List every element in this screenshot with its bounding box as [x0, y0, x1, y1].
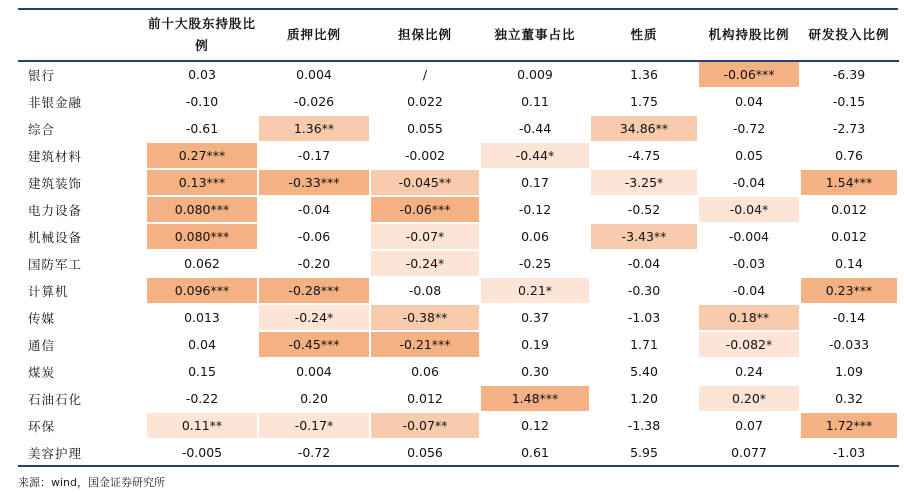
table-cell: -0.002: [370, 142, 480, 169]
table-cell: 0.062: [146, 250, 258, 277]
table-cell: -0.44*: [480, 142, 590, 169]
table-cell: 0.76: [800, 142, 898, 169]
table-cell: -0.004: [698, 223, 800, 250]
table-row: [18, 223, 898, 250]
row-label: 非银金融: [18, 88, 146, 115]
table-cell: 0.61: [480, 439, 590, 466]
table-cell: 0.19: [480, 331, 590, 358]
table-cell: -0.04: [258, 196, 370, 223]
table-cell: -2.73: [800, 115, 898, 142]
table-cell: -0.45***: [258, 331, 370, 358]
regression-table: [18, 8, 899, 467]
table-cell: 1.36: [590, 61, 698, 88]
table-cell: 34.86**: [590, 115, 698, 142]
table-cell: 0.07: [698, 412, 800, 439]
table-cell: -1.38: [590, 412, 698, 439]
table-cell: -0.33***: [258, 169, 370, 196]
header-cell-independent-director-ratio: 独立董事占比: [480, 9, 590, 61]
table-cell: 5.95: [590, 439, 698, 466]
table-cell: -0.28***: [258, 277, 370, 304]
table-cell: 1.72***: [800, 412, 898, 439]
table-cell: 0.20*: [698, 385, 800, 412]
table-cell: 0.30: [480, 358, 590, 385]
table-cell: -0.24*: [258, 304, 370, 331]
table-cell: 0.11**: [146, 412, 258, 439]
table-cell: 5.40: [590, 358, 698, 385]
table-cell: -0.21***: [370, 331, 480, 358]
table-cell: -0.045**: [370, 169, 480, 196]
table-cell: 0.37: [480, 304, 590, 331]
header-row: [18, 9, 898, 61]
table-cell: -1.03: [590, 304, 698, 331]
table-cell: 1.20: [590, 385, 698, 412]
table-cell: -0.082*: [698, 331, 800, 358]
row-label: 建筑材料: [18, 142, 146, 169]
row-label: 传媒: [18, 304, 146, 331]
table-cell: -0.04: [698, 169, 800, 196]
table-cell: 0.03: [146, 61, 258, 88]
table-cell: 0.080***: [146, 196, 258, 223]
table-cell: -0.22: [146, 385, 258, 412]
table-row: [18, 331, 898, 358]
table-cell: -0.005: [146, 439, 258, 466]
table-cell: 0.096***: [146, 277, 258, 304]
table-row: [18, 142, 898, 169]
row-label: 建筑装饰: [18, 169, 146, 196]
table-cell: 1.09: [800, 358, 898, 385]
header-cell-institutional-holding-ratio: 机构持股比例: [698, 9, 800, 61]
table-cell: 1.71: [590, 331, 698, 358]
table-cell: -1.03: [800, 439, 898, 466]
table-row: [18, 412, 898, 439]
table-cell: -3.25*: [590, 169, 698, 196]
table-cell: 0.04: [698, 88, 800, 115]
table-cell: 0.23***: [800, 277, 898, 304]
table-cell: 0.077: [698, 439, 800, 466]
table-cell: -0.06***: [698, 61, 800, 88]
table-cell: 0.04: [146, 331, 258, 358]
row-label: 国防军工: [18, 250, 146, 277]
table-row: [18, 358, 898, 385]
table-cell: 0.17: [480, 169, 590, 196]
table-cell: 0.080***: [146, 223, 258, 250]
table-cell: -0.30: [590, 277, 698, 304]
table-cell: 0.12: [480, 412, 590, 439]
table-cell: -0.20: [258, 250, 370, 277]
header-cell-guarantee-ratio: 担保比例: [370, 9, 480, 61]
table-cell: -0.72: [698, 115, 800, 142]
row-label: 电力设备: [18, 196, 146, 223]
table-cell: -0.24*: [370, 250, 480, 277]
table-cell: -0.52: [590, 196, 698, 223]
row-label: 银行: [18, 61, 146, 88]
row-label: 计算机: [18, 277, 146, 304]
table-row: [18, 385, 898, 412]
table-cell: -0.06***: [370, 196, 480, 223]
table-cell: 0.05: [698, 142, 800, 169]
header-cell-pledge-ratio: 质押比例: [258, 9, 370, 61]
table-cell: -0.04: [698, 277, 800, 304]
table-cell: /: [370, 61, 480, 88]
table-cell: 0.14: [800, 250, 898, 277]
table-row: [18, 115, 898, 142]
table-cell: 0.15: [146, 358, 258, 385]
table-cell: -0.17: [258, 142, 370, 169]
table-cell: -0.04*: [698, 196, 800, 223]
table-cell: 1.48***: [480, 385, 590, 412]
table-row: [18, 304, 898, 331]
table-row: [18, 88, 898, 115]
table-cell: 0.013: [146, 304, 258, 331]
table-cell: -0.08: [370, 277, 480, 304]
table-cell: 0.06: [370, 358, 480, 385]
table-cell: 0.012: [370, 385, 480, 412]
table-cell: -0.14: [800, 304, 898, 331]
table-cell: -0.033: [800, 331, 898, 358]
table-cell: 0.004: [258, 358, 370, 385]
row-label: 石油石化: [18, 385, 146, 412]
table-cell: -0.07*: [370, 223, 480, 250]
table-cell: -0.10: [146, 88, 258, 115]
source-note: 来源：wind，国金证券研究所: [18, 476, 166, 489]
row-label: 环保: [18, 412, 146, 439]
table-row: [18, 169, 898, 196]
table-cell: 0.27***: [146, 142, 258, 169]
table-cell: -0.12: [480, 196, 590, 223]
row-label: 通信: [18, 331, 146, 358]
table-cell: -0.72: [258, 439, 370, 466]
header-cell-rd-ratio: 研发投入比例: [800, 9, 898, 61]
table-cell: 0.022: [370, 88, 480, 115]
table-cell: -0.06: [258, 223, 370, 250]
table-cell: -0.04: [590, 250, 698, 277]
row-label: 机械设备: [18, 223, 146, 250]
table-row: [18, 196, 898, 223]
row-label: 综合: [18, 115, 146, 142]
table-cell: 0.13***: [146, 169, 258, 196]
header-cell-industry: [18, 9, 146, 61]
table-cell: -0.38**: [370, 304, 480, 331]
table-row: [18, 277, 898, 304]
table-cell: 1.54***: [800, 169, 898, 196]
table-cell: 1.36**: [258, 115, 370, 142]
table-row: [18, 250, 898, 277]
table-cell: -6.39: [800, 61, 898, 88]
table-cell: 0.20: [258, 385, 370, 412]
table-cell: -0.17*: [258, 412, 370, 439]
row-label: 煤炭: [18, 358, 146, 385]
table-cell: -0.026: [258, 88, 370, 115]
table-cell: 0.004: [258, 61, 370, 88]
table-cell: 0.055: [370, 115, 480, 142]
table-cell: 0.18**: [698, 304, 800, 331]
table-cell: 0.012: [800, 196, 898, 223]
table-cell: 0.11: [480, 88, 590, 115]
table-cell: -0.15: [800, 88, 898, 115]
table-cell: 1.75: [590, 88, 698, 115]
table-cell: -3.43**: [590, 223, 698, 250]
table-cell: 0.009: [480, 61, 590, 88]
table-row: [18, 61, 898, 88]
table-cell: -0.44: [480, 115, 590, 142]
table-cell: -0.25: [480, 250, 590, 277]
table-cell: -4.75: [590, 142, 698, 169]
row-label: 美容护理: [18, 439, 146, 466]
table-body: [18, 61, 898, 466]
table-cell: -0.07**: [370, 412, 480, 439]
header-cell-top10-holder-ratio: 前十大股东持股比例: [146, 9, 258, 61]
table-cell: 0.24: [698, 358, 800, 385]
table-row: [18, 439, 898, 466]
table-cell: -0.03: [698, 250, 800, 277]
table-cell: 0.056: [370, 439, 480, 466]
header-cell-ownership-nature: 性质: [590, 9, 698, 61]
table-cell: 0.32: [800, 385, 898, 412]
table-cell: 0.012: [800, 223, 898, 250]
table-cell: 0.06: [480, 223, 590, 250]
table-cell: -0.61: [146, 115, 258, 142]
table-cell: 0.21*: [480, 277, 590, 304]
